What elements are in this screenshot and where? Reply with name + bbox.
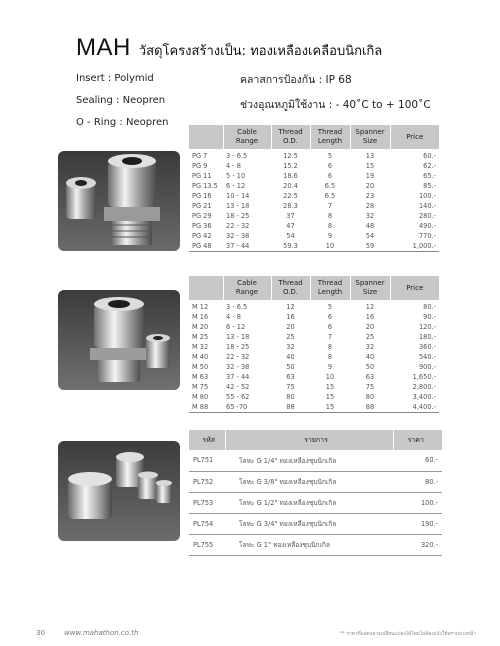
- table-cell: 32 - 38: [226, 363, 250, 371]
- header-line: Thread: [278, 279, 303, 287]
- spec-oring: O - Ring : Neopren: [76, 117, 169, 128]
- pg-table-body: [189, 149, 439, 252]
- table-cell: 9: [327, 232, 333, 240]
- table-cell: 18.6: [283, 172, 298, 180]
- table-cell: 100.-: [393, 492, 442, 513]
- table-cell: 4 - 8: [226, 162, 241, 170]
- column-header-price: Price: [390, 276, 439, 300]
- table-row: [189, 161, 439, 171]
- table-cell: 32: [286, 343, 295, 351]
- table-row: [189, 382, 439, 392]
- table-cell: PG 7: [192, 152, 208, 160]
- table-cell: 6: [327, 313, 333, 321]
- page-title: [76, 34, 382, 62]
- header-line: Length: [317, 288, 343, 296]
- table-cell: 22 - 32: [226, 222, 250, 230]
- table-cell: 32: [365, 343, 375, 351]
- table-cell: 180.-: [418, 333, 436, 341]
- table-cell: 6.5: [324, 192, 336, 200]
- table-cell: 55 - 62: [226, 393, 250, 401]
- column-header-cable-range: [223, 276, 271, 300]
- table-cell: 20: [365, 323, 375, 331]
- table-cell: 37 - 44: [226, 373, 250, 381]
- table-cell: 15: [325, 403, 335, 411]
- table-cell: 18 - 25: [226, 212, 250, 220]
- table-cell: 32: [365, 212, 375, 220]
- header-line: O.D.: [282, 137, 299, 145]
- table-cell: PG 36: [192, 222, 212, 230]
- table-cell: PL751: [189, 450, 225, 471]
- table-cell: PL752: [189, 471, 225, 492]
- table-cell: 80: [286, 393, 295, 401]
- table-cell: 88: [365, 403, 375, 411]
- table-cell: 80: [365, 393, 375, 401]
- table-cell: 25: [286, 333, 295, 341]
- header-line: Length: [317, 137, 343, 145]
- table-row: [189, 181, 439, 191]
- table-cell: M 32: [192, 343, 209, 351]
- table-cell: 65 -70: [226, 403, 248, 411]
- table-row: [189, 231, 439, 241]
- table-cell: 900.-: [418, 363, 436, 371]
- table-cell: 90.-: [423, 313, 436, 321]
- table-cell: 280.-: [418, 212, 436, 220]
- table-cell: 28.3: [283, 202, 298, 210]
- table-cell: 62.-: [423, 162, 436, 170]
- table-cell: 6.5: [324, 182, 336, 190]
- pg-spec-table: [189, 125, 439, 252]
- material-subtitle: วัสดุโครงสร้างเป็น: ทองเหลืองเคลือบนิกเกิล: [138, 44, 383, 59]
- table-cell: 63: [286, 373, 295, 381]
- table-cell: 12.5: [283, 152, 298, 160]
- table-header-row: [189, 125, 439, 149]
- table-cell: โลหะ G 3/4" ทองเหลืองชุบนิกเกิล: [225, 513, 393, 534]
- table-cell: 10: [325, 373, 335, 381]
- table-row: [189, 352, 439, 362]
- table-cell: 3 - 6.5: [226, 303, 248, 311]
- column-header-price: Price: [390, 125, 439, 149]
- table-cell: 23: [365, 192, 375, 200]
- table-cell: 80.-: [423, 303, 436, 311]
- plug-table-body: [189, 450, 442, 555]
- metric-table-body: [189, 300, 439, 413]
- header-line: Thread: [317, 279, 343, 287]
- table-header-row: [189, 430, 442, 450]
- table-cell: 48: [365, 222, 375, 230]
- table-cell: 18 - 25: [226, 343, 250, 351]
- table-row: [189, 211, 439, 221]
- table-cell: 8: [327, 222, 333, 230]
- table-cell: 15: [325, 393, 335, 401]
- brand-name: MAH: [76, 34, 131, 61]
- table-cell: 5: [327, 152, 333, 160]
- table-cell: PG 29: [192, 212, 212, 220]
- table-cell: 3,400.-: [412, 393, 436, 401]
- table-cell: 22 - 32: [226, 353, 250, 361]
- table-cell: 16: [365, 313, 375, 321]
- table-cell: 54: [365, 232, 375, 240]
- header-line: Spanner: [355, 279, 385, 287]
- table-cell: 65.-: [423, 172, 436, 180]
- table-row: [189, 492, 442, 513]
- table-cell: 37: [286, 212, 295, 220]
- table-cell: 9: [327, 363, 333, 371]
- page-number: 30: [36, 629, 45, 637]
- table-cell: 20: [286, 323, 295, 331]
- specs-right: [240, 71, 431, 121]
- table-cell: 12: [286, 303, 295, 311]
- product-image-metric: [58, 290, 180, 390]
- table-row: [189, 402, 439, 413]
- table-cell: PG 21: [192, 202, 212, 210]
- table-cell: 15.2: [283, 162, 298, 170]
- specs-left: [76, 73, 168, 139]
- table-cell: M 25: [192, 333, 209, 341]
- table-cell: 59.3: [283, 242, 298, 250]
- table-cell: 16: [286, 313, 295, 321]
- table-cell: 2,800.-: [412, 383, 436, 391]
- column-header-code: รหัส: [189, 430, 225, 450]
- table-cell: M 88: [192, 403, 209, 411]
- table-cell: PG 48: [192, 242, 212, 250]
- table-cell: 80.-: [393, 471, 442, 492]
- table-cell: 60.-: [393, 450, 442, 471]
- table-cell: 60.-: [423, 152, 436, 160]
- table-row: [189, 221, 439, 231]
- table-cell: 4 - 8: [226, 313, 241, 321]
- table-cell: 3 - 6.5: [226, 152, 248, 160]
- table-cell: 8: [327, 353, 333, 361]
- header-line: Size: [362, 288, 378, 296]
- column-header-price: ราคา: [393, 430, 442, 450]
- product-image-plug: [58, 441, 180, 541]
- table-row: [189, 513, 442, 534]
- table-cell: 120.-: [418, 323, 436, 331]
- header-line: Spanner: [355, 128, 385, 136]
- table-cell: 59: [365, 242, 375, 250]
- product-image-pg: [58, 151, 180, 251]
- table-cell: 360.-: [418, 343, 436, 351]
- table-row: [189, 300, 439, 312]
- table-cell: 37 - 44: [226, 242, 250, 250]
- table-cell: 8: [327, 343, 333, 351]
- spec-temperature: ช่วงอุณหภูมิใช้งาน : - 40˚C to + 100˚C: [240, 99, 431, 111]
- table-row: [189, 241, 439, 252]
- table-cell: 28: [365, 202, 375, 210]
- plug-table: [189, 430, 442, 556]
- header-line: Size: [362, 137, 378, 145]
- table-cell: 22.5: [283, 192, 298, 200]
- table-cell: 6 - 12: [226, 323, 246, 331]
- header-line: O.D.: [282, 288, 299, 296]
- table-cell: 6: [327, 323, 333, 331]
- table-row: [189, 312, 439, 322]
- table-row: [189, 201, 439, 211]
- table-cell: โลหะ G 1/4" ทองเหลืองชุบนิกเกิล: [225, 450, 393, 471]
- website-link[interactable]: www.mahathon.co.th: [64, 629, 139, 637]
- table-cell: 47: [286, 222, 295, 230]
- table-cell: 8: [327, 212, 333, 220]
- table-cell: 75: [286, 383, 295, 391]
- table-cell: 7: [327, 202, 333, 210]
- table-cell: 12: [365, 303, 375, 311]
- table-row: [189, 534, 442, 555]
- table-cell: 15: [325, 383, 335, 391]
- table-cell: 5 - 10: [226, 172, 246, 180]
- table-cell: PL754: [189, 513, 225, 534]
- table-cell: 490.-: [418, 222, 436, 230]
- table-cell: 1,650.-: [412, 373, 436, 381]
- table-cell: 6: [327, 162, 333, 170]
- table-cell: 320.-: [393, 534, 442, 555]
- column-header-spanner-size: [350, 125, 390, 149]
- table-cell: โลหะ G 3/8" ทองเหลืองชุบนิกเกิล: [225, 471, 393, 492]
- table-cell: 100.-: [418, 192, 436, 200]
- table-cell: 1,000.-: [412, 242, 436, 250]
- table-cell: 4,400.-: [412, 403, 436, 411]
- table-cell: 42 - 52: [226, 383, 250, 391]
- table-cell: 54: [286, 232, 295, 240]
- table-cell: 13 - 18: [226, 202, 250, 210]
- column-header-spanner-size: [350, 276, 390, 300]
- header-line: Thread: [317, 128, 343, 136]
- header-line: Cable: [237, 128, 257, 136]
- table-cell: 32 - 38: [226, 232, 250, 240]
- table-cell: 40: [286, 353, 295, 361]
- table-cell: 20.4: [283, 182, 298, 190]
- table-cell: M 63: [192, 373, 209, 381]
- column-header-thread-od: [271, 125, 310, 149]
- metric-spec-table: [189, 276, 439, 413]
- table-cell: 50: [365, 363, 375, 371]
- table-row: [189, 322, 439, 332]
- table-cell: 15: [365, 162, 375, 170]
- table-cell: 140.-: [418, 202, 436, 210]
- table-cell: M 12: [192, 303, 209, 311]
- column-header-thread-od: [271, 276, 310, 300]
- table-cell: M 20: [192, 323, 209, 331]
- column-header-thread-length: [310, 276, 350, 300]
- column-header-size: [189, 276, 223, 300]
- table-cell: 5: [327, 303, 333, 311]
- table-header-row: [189, 276, 439, 300]
- table-cell: M 75: [192, 383, 209, 391]
- table-cell: โลหะ G 1" ทองเหลืองชุบนิกเกิล: [225, 534, 393, 555]
- table-cell: 6: [327, 172, 333, 180]
- column-header-item: รายการ: [225, 430, 393, 450]
- table-cell: 20: [365, 182, 375, 190]
- table-row: [189, 191, 439, 201]
- table-cell: M 80: [192, 393, 209, 401]
- table-cell: PG 16: [192, 192, 212, 200]
- spec-protection: คลาสการป้องกัน : IP 68: [240, 74, 352, 86]
- table-cell: 770.-: [418, 232, 436, 240]
- table-cell: 63: [365, 373, 375, 381]
- price-note: ** ราคาที่แสดงอาจเปลี่ยนแปลงได้โดยไม่ต้องแจ้งให้ทราบล่วงหน้า: [340, 632, 476, 637]
- table-cell: 88: [286, 403, 295, 411]
- table-row: [189, 332, 439, 342]
- table-row: [189, 149, 439, 161]
- table-cell: 25: [365, 333, 375, 341]
- column-header-cable-range: [223, 125, 271, 149]
- table-cell: 50: [286, 363, 295, 371]
- table-row: [189, 372, 439, 382]
- table-row: [189, 171, 439, 181]
- table-cell: 10 - 14: [226, 192, 250, 200]
- table-cell: 540.-: [418, 353, 436, 361]
- table-row: [189, 342, 439, 352]
- table-cell: PG 11: [192, 172, 212, 180]
- table-cell: 13: [365, 152, 375, 160]
- column-header-size: [189, 125, 223, 149]
- table-cell: M 16: [192, 313, 209, 321]
- table-cell: M 50: [192, 363, 209, 371]
- table-cell: PL753: [189, 492, 225, 513]
- table-cell: โลหะ G 1/2" ทองเหลืองชุบนิกเกิล: [225, 492, 393, 513]
- table-cell: PG 42: [192, 232, 212, 240]
- table-row: [189, 392, 439, 402]
- header-line: Range: [235, 288, 259, 296]
- table-cell: PL755: [189, 534, 225, 555]
- table-row: [189, 471, 442, 492]
- table-row: [189, 450, 442, 471]
- table-cell: 85.-: [423, 182, 436, 190]
- table-cell: 19: [365, 172, 375, 180]
- table-row: [189, 362, 439, 372]
- table-cell: 10: [325, 242, 335, 250]
- table-cell: 40: [365, 353, 375, 361]
- column-header-thread-length: [310, 125, 350, 149]
- header-line: Range: [235, 137, 259, 145]
- table-cell: M 40: [192, 353, 209, 361]
- header-line: Thread: [278, 128, 303, 136]
- table-cell: 7: [327, 333, 333, 341]
- table-cell: 13 - 18: [226, 333, 250, 341]
- table-cell: 190.-: [393, 513, 442, 534]
- header-line: Cable: [237, 279, 257, 287]
- table-cell: PG 13.5: [192, 182, 218, 190]
- table-cell: 75: [365, 383, 375, 391]
- spec-sealing: Sealing : Neopren: [76, 95, 166, 106]
- spec-insert: Insert : Polymid: [76, 73, 154, 84]
- table-cell: 6 - 12: [226, 182, 246, 190]
- table-cell: PG 9: [192, 162, 208, 170]
